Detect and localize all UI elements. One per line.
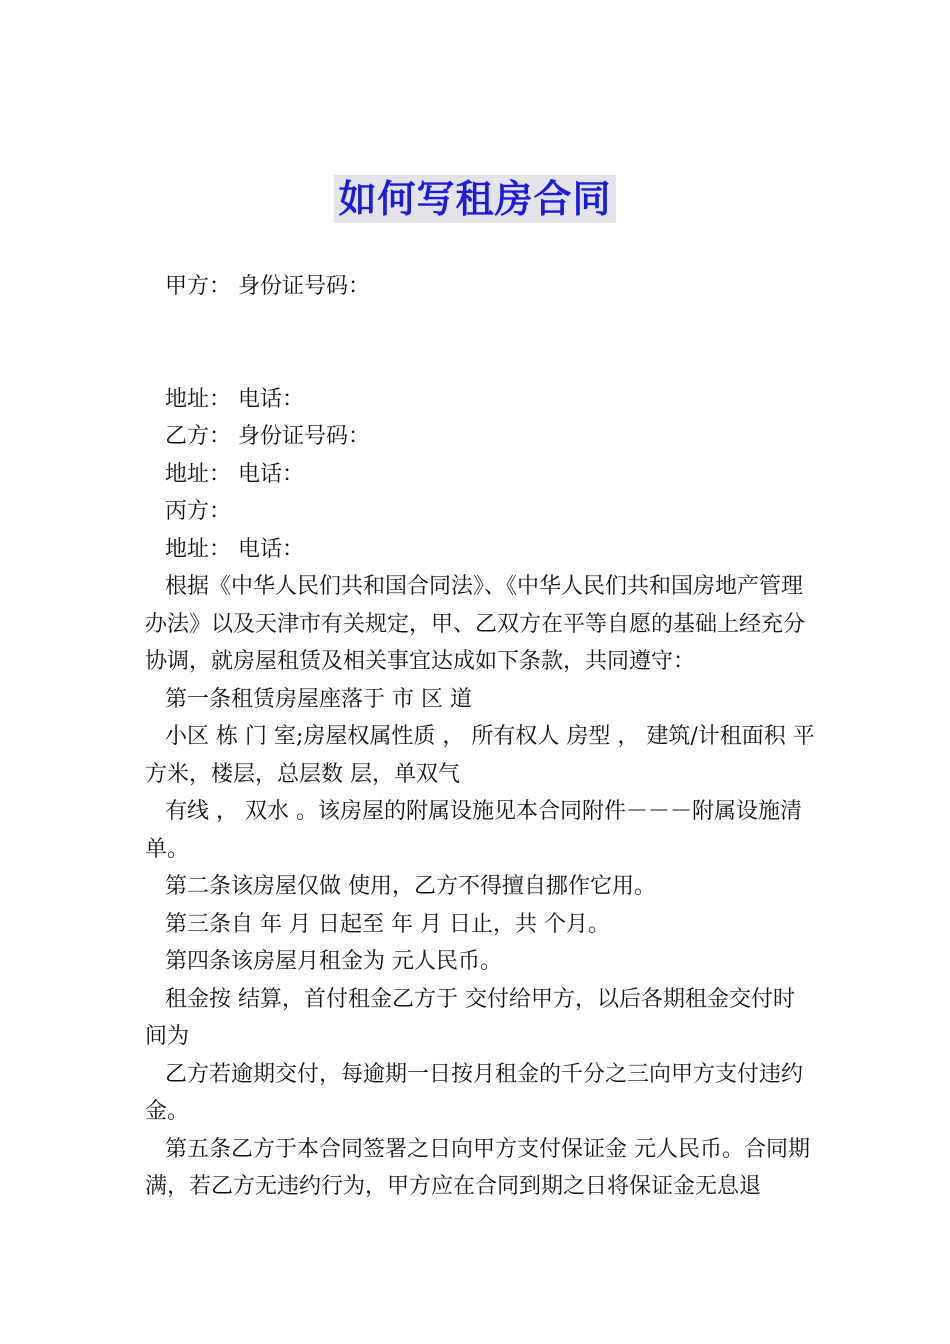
article-2-paragraph: 第二条该房屋仅做 使用，乙方不得擅自挪作它用。 (165, 874, 656, 899)
article-4-paragraph: 第四条该房屋月租金为 元人民币。 (165, 949, 502, 974)
document-title: 如何写租房合同 (334, 175, 615, 223)
title-container (0, 175, 950, 223)
party-a-id-line: 甲方： 身份证号码： (165, 274, 370, 299)
late-payment-paragraph: 乙方若逾期交付，每逾期一日按月租金的千分之三向甲方支付违约金。 (145, 1061, 804, 1124)
party-b-address-line: 地址： 电话： (165, 461, 304, 487)
article-1-details: 小区 栋 门 室;房屋权属性质 ， 所有权人 房型 ， 建筑/计租面积 平方米，楼层，总层数 层，单双气 (145, 724, 815, 787)
article-3-paragraph: 第三条自 年 月 日起至 年 月 日止，共 个月。 (165, 911, 610, 937)
rent-payment-paragraph: 租金按 结算，首付租金乙方于 交付给甲方，以后各期租金交付时间为 (145, 986, 795, 1049)
preamble-paragraph: 根据《中华人民们共和国合同法》、《中华人民们共和国房地产管理办法》以及天津市有关规定，甲、乙双方在平等自愿的基础上经充分协调，就房屋租赁及相关事宜达成如下条款，共同遵守： (145, 574, 806, 674)
article-1-facilities: 有线 ， 双水 。该房屋的附属设施见本合同附件－－－附属设施清单。 (145, 799, 802, 862)
party-c-line: 丙方： (165, 499, 232, 524)
document-body (145, 268, 815, 1206)
party-b-id-line: 乙方： 身份证号码： (165, 424, 370, 449)
article-5-paragraph: 第五条乙方于本合同签署之日向甲方支付保证金 元人民币。合同期满，若乙方无违约行为，甲方应在合同到期之日将保证金无息退 (145, 1136, 810, 1199)
party-c-address-line: 地址： 电话： (165, 536, 304, 562)
article-1-location: 第一条租赁房屋座落于 市 区 道 (165, 686, 472, 712)
party-a-address-line: 地址： 电话： (165, 386, 304, 412)
